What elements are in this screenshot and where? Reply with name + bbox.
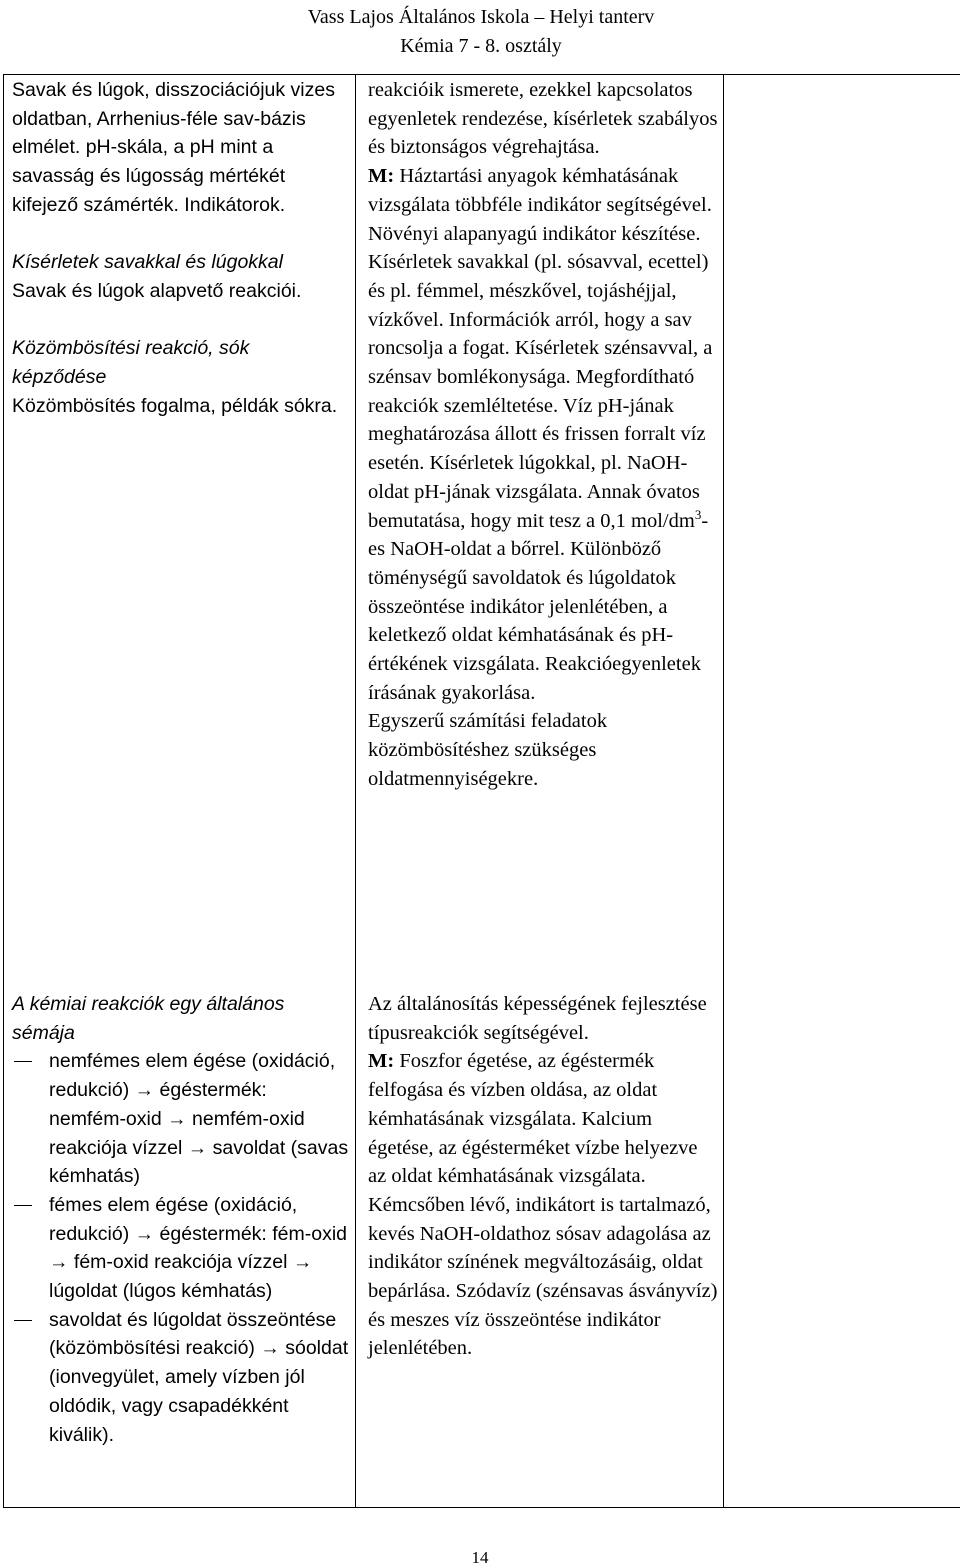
calculation-tasks-paragraph: Egyszerű számítási feladatok közömbösítéshez szükséges oldatmennyiségekre.: [368, 707, 719, 793]
list-item: fémes elem égése (oxidáció, redukció) → égéstermék: fém-oxid → fém-oxid reakciója vízzel → lúgoldat (lúgos kémhatás): [12, 1191, 349, 1306]
page-header: [268, 3, 694, 61]
reaction-scheme-heading: A kémiai reakciók egy általános sémája: [12, 990, 349, 1047]
neutralization-heading: Közömbösítési reakció, sók képződése: [12, 334, 349, 391]
activities-upper-block: [368, 76, 719, 794]
household-experiments-paragraph: M: Háztartási anyagok kémhatásának vizsgálata többféle indikátor segítségével. Növényi alapanyagú indikátor készítése. Kísérletek savakkal (pl. sósavval, ecettel) és pl. fémmel, mészkővel, tojáshéjjal, vízkővel. Információk arról, hogy a sav roncsolja a fogat. Kísérletek szénsavval, a szénsav bomlékonysága. Megfordítható reakciók szemléltetése. Víz pH-jának meghatározása állott és frissen forralt víz esetén. Kísérletek lúgokkal, pl. NaOH-oldat pH-jának vizsgálata. Annak óvatos bemutatása, hogy mit tesz a 0,1 mol/$dm^3-es$ NaOH-oldat a bőrrel. Különböző töménységű savoldatok és lúgoldatok összeöntése indikátor jelenlétében, a keletkező oldat kémhatásának és pH-értékének vizsgálata. Reakcióegyenletek írásának gyakorlása.: [368, 162, 719, 707]
phosphorus-experiments-paragraph: M: Foszfor égetése, az égéstermék felfogása és vízben oldása, az oldat kémhatásának vizsgálata. Kalcium égetése, az égésterméket vízbe helyezve az oldat kémhatásának vizsgálata. Kémcsőben lévő, indikátort is tartalmazó, kevés NaOH-oldathoz sósav adagolása az indikátor színének megváltozásáig, oldat bepárlása. Szódavíz (szénsavas ásványvíz) és meszes víz összeöntése indikátor jelenlétében.: [368, 1047, 719, 1363]
acids-bases-intro: Savak és lúgok, disszociációjuk vizes oldatban, Arrhenius-féle sav-bázis elmélet. pH-skála, a pH mint a savasság és lúgosság mértékét kifejező számérték. Indikátorok.: [12, 76, 349, 220]
empty-cell: [724, 75, 960, 1508]
activities-column: [356, 75, 723, 1507]
m-label: M:: [368, 165, 394, 187]
topics-cell: [4, 75, 356, 1508]
topics-column: [4, 75, 355, 1507]
list-item: savoldat és lúgoldat összeöntése (közömbösítési reakció) → sóoldat (ionvegyület, amely vízben jól oldódik, vagy csapadékként kiválik).: [12, 1306, 349, 1450]
superscript-three: 3: [695, 507, 702, 522]
page-number: 14: [0, 1548, 960, 1568]
school-curriculum-title: Vass Lajos Általános Iskola – Helyi tanterv: [268, 3, 694, 32]
neutralization-text: Közömbösítés fogalma, példák sókra.: [12, 392, 349, 421]
m-label: M:: [368, 1050, 394, 1072]
generalization-paragraph: Az általánosítás képességének fejlesztése típusreakciók segítségével.: [368, 990, 719, 1047]
activities-lower-block: [368, 990, 719, 1363]
reactions-paragraph: reakcióik ismerete, ezekkel kapcsolatos egyenletek rendezése, kísérletek szabályos és biztonságos végrehajtása.: [368, 76, 719, 162]
topics-upper-block: [12, 76, 349, 420]
activities-cell: [356, 75, 724, 1508]
table-row: [4, 75, 960, 1508]
experiments-heading: Kísérletek savakkal és lúgokkal: [12, 248, 349, 277]
curriculum-table: [3, 74, 960, 1508]
reaction-scheme-list: [12, 1047, 349, 1449]
subject-grade-title: Kémia 7 - 8. osztály: [268, 32, 694, 61]
list-item: nemfémes elem égése (oxidáció, redukció) → égéstermék: nemfém-oxid → nemfém-oxid reakciója vízzel → savoldat (savas kémhatás): [12, 1047, 349, 1191]
reaction-scheme-block: [12, 990, 349, 1449]
experiments-text: Savak és lúgok alapvető reakciói.: [12, 277, 349, 306]
